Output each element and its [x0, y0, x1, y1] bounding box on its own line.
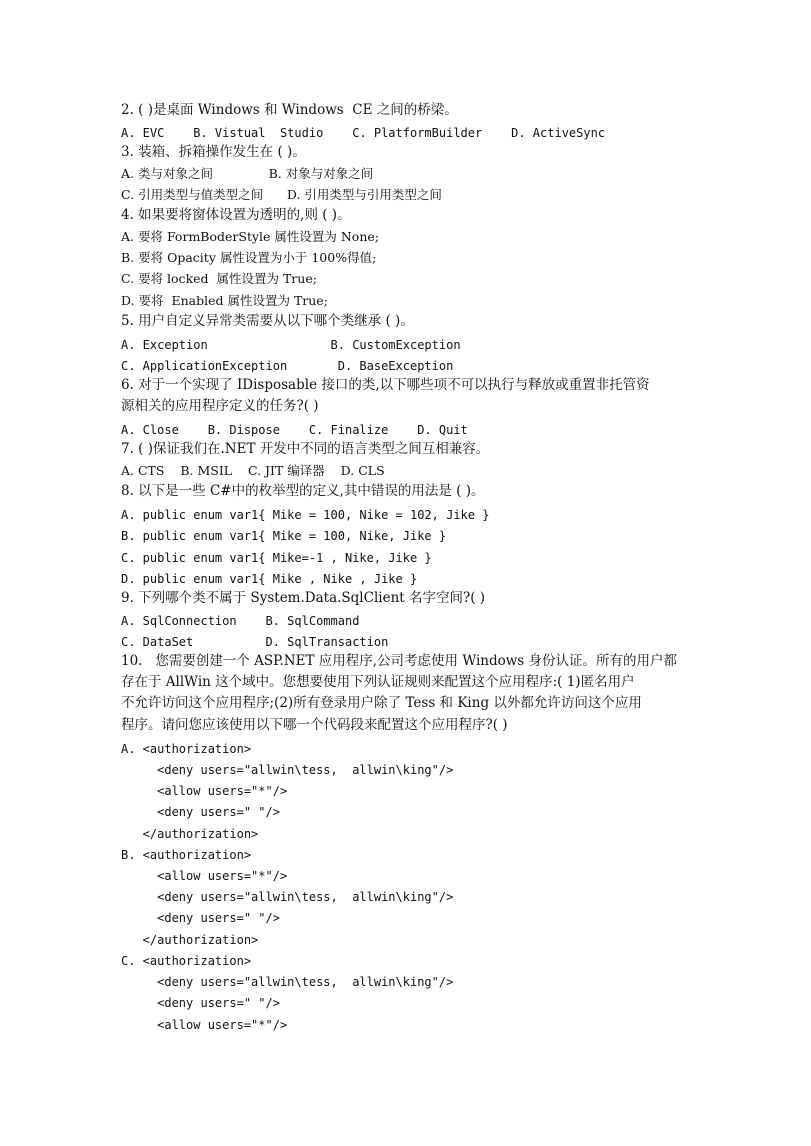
question-6-options: A. Close B. Dispose C. Finalize D. Quit [121, 423, 468, 437]
question-3-options-cd: C. 引用类型与值类型之间 D. 引用类型与引用类型之间 [121, 187, 442, 202]
question-6-line-1: 6. 对于一个实现了 IDisposable 接口的类,以下哪些项不可以执行与释放或重置非托管资 [121, 377, 650, 393]
question-10-option-c-line: <allow users="*"/> [121, 1018, 288, 1032]
question-10-option-b-line: <deny users="allwin\tess, allwin\king"/> [121, 890, 454, 904]
question-6-line-2: 源相关的应用程序定义的任务?( ) [121, 398, 319, 414]
question-4-option-d: D. 要将 Enabled 属性设置为 True; [121, 293, 328, 308]
question-9-options-cd: C. DataSet D. SqlTransaction [121, 635, 389, 649]
question-10-option-b-line: B. <authorization> [121, 848, 252, 862]
question-8-option-d: D. public enum var1{ Mike , Nike , Jike } [121, 572, 418, 586]
question-10-line-4: 程序。请问您应该使用以下哪一个代码段来配置这个应用程序?( ) [121, 717, 508, 733]
question-10-option-b-line: <deny users=" "/> [121, 911, 280, 925]
question-3: 3. 装箱、拆箱操作发生在 ( )。 [121, 144, 306, 160]
question-7: 7. ( )保证我们在.NET 开发中不同的语言类型之间互相兼容。 [121, 441, 490, 457]
question-10-option-a-line: <allow users="*"/> [121, 784, 288, 798]
question-10-option-c-line: <deny users="allwin\tess, allwin\king"/> [121, 975, 454, 989]
question-3-options-ab: A. 类与对象之间 B. 对象与对象之间 [121, 166, 374, 181]
question-10-option-a-line: <deny users=" "/> [121, 805, 280, 819]
question-2: 2. ( )是桌面 Windows 和 Windows CE 之间的桥梁。 [121, 102, 458, 118]
question-10-line-2: 存在于 AllWin 这个域中。您想要使用下列认证规则来配置这个应用程序:( 1)匿名用户 [121, 674, 635, 690]
question-5: 5. 用户自定义异常类需要从以下哪个类继承 ( )。 [121, 313, 414, 329]
question-8: 8. 以下是一些 C#中的枚举型的定义,其中错误的用法是 ( )。 [121, 483, 485, 499]
question-4-option-c: C. 要将 locked 属性设置为 True; [121, 271, 317, 286]
question-10-option-a-line: </authorization> [121, 827, 259, 841]
question-10-option-b-line: <allow users="*"/> [121, 869, 288, 883]
question-8-option-b: B. public enum var1{ Mike = 100, Nike, Jike } [121, 529, 447, 543]
question-10-option-a-line: A. <authorization> [121, 742, 252, 756]
question-10-option-b-line: </authorization> [121, 933, 259, 947]
question-2-options: A. EVC B. Vistual Studio C. PlatformBuilder D. ActiveSync [121, 126, 606, 140]
question-10-option-a-line: <deny users="allwin\tess, allwin\king"/> [121, 763, 454, 777]
question-8-option-a: A. public enum var1{ Mike = 100, Nike = 102, Jike } [121, 508, 490, 522]
question-5-options-ab: A. Exception B. CustomException [121, 338, 461, 352]
question-10-option-c-line: <deny users=" "/> [121, 996, 280, 1010]
question-8-option-c: C. public enum var1{ Mike=-1 , Nike, Jike } [121, 551, 432, 565]
question-5-options-cd: C. ApplicationException D. BaseException [121, 359, 454, 373]
question-9: 9. 下列哪个类不属于 System.Data.SqlClient 名字空间?( ) [121, 590, 486, 606]
question-4-option-a: A. 要将 FormBoderStyle 属性设置为 None; [121, 229, 379, 244]
question-10-line-3: 不允许访问这个应用程序;(2)所有登录用户除了 Tess 和 King 以外都允许访问这个应用 [121, 695, 642, 711]
question-7-options: A. CTS B. MSIL C. JIT 编译器 D. CLS [121, 463, 385, 478]
question-10-line-1: 10. 您需要创建一个 ASP.NET 应用程序,公司考虑使用 Windows 身份认证。所有的用户都 [121, 653, 678, 669]
question-10-option-c-line: C. <authorization> [121, 954, 252, 968]
question-9-options-ab: A. SqlConnection B. SqlCommand [121, 614, 360, 628]
question-4-option-b: B. 要将 Opacity 属性设置为小于 100%得值; [121, 250, 377, 265]
question-4: 4. 如果要将窗体设置为透明的,则 ( )。 [121, 207, 351, 223]
